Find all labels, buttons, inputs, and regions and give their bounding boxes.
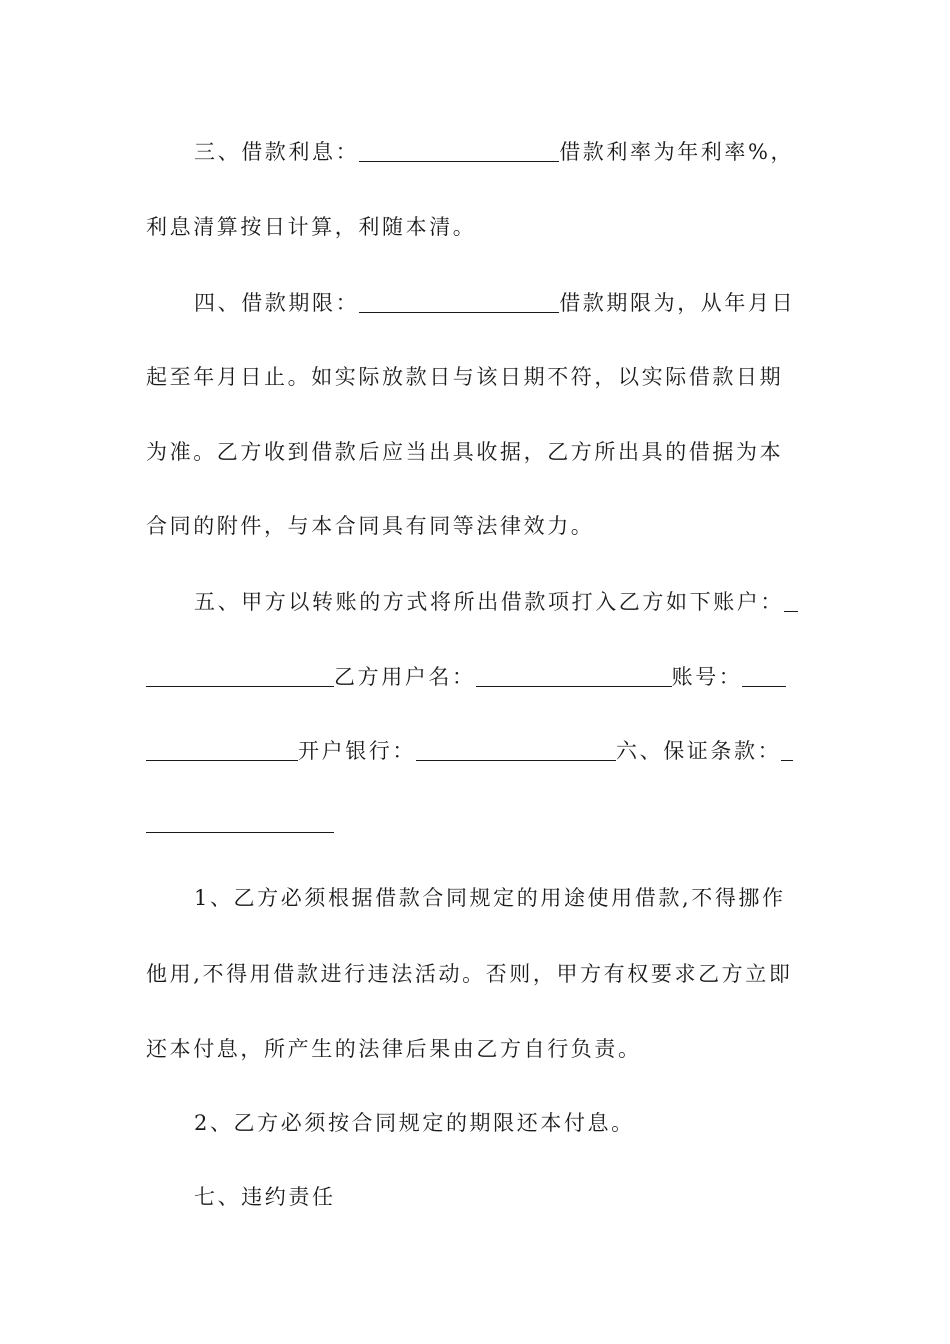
clause-4-line-2: 起至年月日止。如实际放款日与该日期不符，以实际借款日期 — [146, 365, 784, 389]
clause-6-item-1-line-2: 他用,不得用借款进行违法活动。否则，甲方有权要求乙方立即 — [146, 962, 793, 986]
clause-7-heading: 七、违约责任 — [194, 1185, 336, 1209]
account-number-blank[interactable] — [742, 664, 786, 687]
bank-label: 开户银行： — [298, 739, 416, 763]
account-number-label: 账号： — [671, 665, 743, 689]
account-blank-start[interactable] — [784, 589, 798, 612]
interest-rate-text: 借款利率为年利率%， — [559, 140, 795, 164]
account-blank[interactable] — [146, 664, 334, 687]
clause-3-heading: 三、借款利息： — [194, 140, 360, 164]
account-name-blank[interactable] — [476, 664, 672, 687]
clause-4-heading: 四、借款期限： — [194, 291, 360, 315]
clause-5-line-1 — [194, 587, 806, 617]
bank-blank[interactable] — [416, 738, 616, 761]
account-number-blank-cont[interactable] — [146, 738, 298, 761]
clause-6-item-1-line-3: 还本付息，所产生的法律后果由乙方自行负责。 — [146, 1037, 642, 1061]
clause-6-item-1-line-1: 1、乙方必须根据借款合同规定的用途使用借款,不得挪作 — [194, 886, 786, 910]
clause-4-line-4: 合同的附件，与本合同具有同等法律效力。 — [146, 514, 595, 538]
clause-5-line-2 — [146, 662, 806, 692]
clause-3-line-2: 利息清算按日计算，利随本清。 — [146, 215, 477, 239]
clause-5-heading: 五、甲方以转账的方式将所出借款项打入乙方如下账户： — [194, 590, 784, 614]
guarantee-blank-start[interactable] — [781, 738, 793, 761]
interest-blank[interactable] — [359, 139, 559, 162]
clause-6-heading: 六、保证条款： — [616, 739, 782, 763]
clause-5-line-3 — [146, 736, 806, 766]
guarantee-blank[interactable] — [146, 832, 334, 833]
clause-3-line-1 — [194, 137, 806, 167]
term-text: 借款期限为，从年月日 — [559, 291, 796, 315]
term-blank[interactable] — [359, 290, 559, 313]
clause-6-item-2: 2、乙方必须按合同规定的期限还本付息。 — [194, 1111, 635, 1135]
clause-4-line-1 — [194, 288, 806, 318]
clause-4-line-3: 为准。乙方收到借款后应当出具收据，乙方所出具的借据为本 — [146, 440, 784, 464]
account-name-label: 乙方用户名： — [334, 665, 476, 689]
